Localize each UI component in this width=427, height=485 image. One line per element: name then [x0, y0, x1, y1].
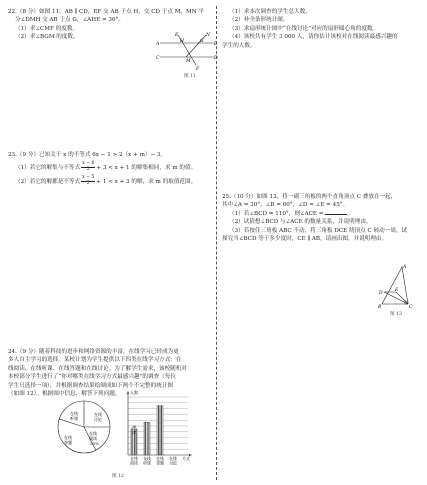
column-divider	[216, 6, 217, 480]
fig13-label-C: C	[409, 305, 413, 310]
pie-label-read-2: 阅读	[89, 436, 97, 441]
fig11-label-F: F	[196, 67, 200, 72]
q24-line1: 24.（9 分）随着科技的进步和网络资源的丰富，在线学习已经成为更	[8, 349, 179, 355]
bar-2	[144, 422, 150, 455]
pie-label-discuss-2: 讨论	[94, 417, 102, 422]
q22-part1: （1）求∠CMF 的度数。	[15, 25, 79, 32]
figure-13-caption: 图 13	[390, 312, 402, 317]
q23-part2-denominator: 2	[86, 180, 90, 186]
pie-label-read-pct: 20%	[90, 441, 99, 446]
pie-label-answer-1: 在线	[64, 435, 72, 440]
bar-chart	[118, 389, 198, 469]
pie-slices	[58, 401, 110, 453]
bar-category-label-bottom: 讨论	[169, 460, 177, 466]
figure-11	[156, 30, 220, 72]
question-24-parts	[222, 8, 420, 50]
q23-part1	[8, 162, 214, 173]
q23-part2	[8, 176, 214, 187]
bar-category-label-bottom: 答题	[156, 460, 164, 466]
pie-label-listen-2: 听课	[70, 416, 78, 421]
fig11-label-E: E	[175, 33, 179, 38]
q24-part3: （3）求扇形统计图中“在线讨论”对应的扇形圆心角的度数。	[229, 25, 379, 32]
q24-line2: 多人自主学习的选择。某校计划为学生提供以下四类在线学习方式：在	[8, 357, 182, 364]
question-23	[8, 151, 214, 187]
bar-category-label-bottom: 阅读	[130, 460, 138, 466]
figure-12-caption: 图 12	[112, 474, 124, 479]
figure-11-caption: 图 11	[184, 74, 196, 79]
q23-part2-pre: （2）若它的解都是不等式	[15, 178, 81, 185]
bar-category-label-top: 方式	[182, 456, 190, 461]
bar-category-label-top: 在线	[169, 456, 177, 461]
q23-head: 23.（9 分）已知关于 x 的不等式 6x − 1 > 2（x + m）− 3。	[8, 152, 167, 158]
q24-part2: （2）补全条形统计图。	[229, 17, 289, 24]
pie-label-read-1: 在线	[89, 431, 97, 436]
fig11-label-G: G	[200, 39, 204, 44]
bar-category-label-bottom: 听课	[143, 460, 151, 466]
bar-category-label-top: 在线	[156, 456, 164, 461]
pie-chart	[56, 391, 112, 469]
fig11-label-N: N	[206, 33, 210, 38]
q23-part1-denominator: 2	[86, 167, 90, 173]
q24-part1: （1）求本次调查的学生总人数。	[229, 9, 311, 15]
right-column	[222, 0, 420, 485]
q22-part2: （2）求∠BGM 的度数。	[15, 34, 79, 41]
q25-line1: 25.（10 分）如图 13，将一副三角板的两个直角顶点 C 叠放在一起，	[222, 194, 397, 200]
bar-tick-label: 36	[131, 424, 137, 429]
q23-part2-post: + 1 < x + 3 的解，求 m 的取值范围。	[96, 178, 197, 185]
fig13-label-A: A	[403, 265, 407, 270]
q25-part1-text: （1）若∠BCD = 110°，则∠ACE =	[229, 210, 324, 217]
fig11-label-B: B	[214, 42, 218, 47]
fig11-label-D: D	[214, 56, 218, 61]
question-25	[222, 193, 420, 243]
q22-head2: 分∠DMH 交 AB 于点 G，∠AHE = 36°。	[15, 17, 124, 24]
q24-line3: 线阅读、在线听课、在线答题和在线讨论。为了解学生需求，该校随机对	[8, 365, 188, 372]
bar-tick-label: 28	[131, 430, 137, 435]
fig11-label-C: C	[156, 56, 160, 61]
pie-label-answer-2: 答题	[64, 440, 72, 445]
pie-label-listen-1: 在线	[70, 411, 78, 416]
bar-3	[157, 406, 163, 455]
q25-part3b: 探究当∠BCD 等于多少度时，CE ∥ AB，请画出图，并说明理由。	[222, 235, 388, 242]
bar-categories	[130, 456, 190, 466]
fig11-label-H: H	[180, 39, 184, 44]
fig11-label-A: A	[156, 42, 160, 47]
q24-part4b: 学生的人数。	[222, 42, 256, 49]
bar-category-label-top: 在线	[143, 456, 151, 461]
q23-part1-fraction	[81, 162, 95, 173]
bar-category-label-top: 在线	[130, 456, 138, 461]
q25-line2: 其中∠A = 30°，∠B = 60°，∠D = ∠E = 45°。	[222, 202, 349, 209]
bar-ylabel: 人数	[130, 390, 138, 395]
q22-head: 22.（8 分）如图 11，AB ∥ CD，EF 交 AB 于点 H，交 CD 于点 M，MN 平	[8, 9, 205, 15]
y-axis-arrow	[127, 391, 129, 394]
q23-part2-fraction	[81, 176, 95, 187]
q23-part2-numerator: x − 5	[82, 175, 95, 181]
q24-part4: （4）该校共有学生 3 000 人，请你估计该校对在线阅读最感兴趣的	[229, 34, 398, 41]
fig11-label-M: M	[186, 59, 191, 64]
fig13-label-E: E	[395, 288, 399, 293]
pie-label-discuss-1: 在线	[94, 412, 102, 417]
q23-part1-numerator: x − 6	[82, 161, 95, 167]
q24-line4: 本校部分学生进行了“你对哪类在线学习方式最感兴趣”的调查（每位	[8, 374, 176, 381]
figure-13	[378, 264, 418, 310]
q23-part1-pre: （1）若它的解集与不等式	[15, 165, 81, 172]
fig13-label-D: D	[379, 291, 383, 296]
q25-part2: （2）试猜想∠BCD 与∠ACE 的数量关系，并说明理由。	[229, 219, 372, 226]
q25-part1-end: 。	[347, 210, 354, 217]
fig13-label-B: B	[378, 305, 382, 310]
bar-ticks	[132, 425, 137, 435]
left-column	[8, 0, 218, 485]
q25-part1	[222, 210, 420, 218]
q24-line5: 学生只选择一项），并根据调查结果绘制成如下两个不完整的统计图	[8, 382, 174, 389]
q23-part1-post: + 3 < x + 1 的解集相同，求 m 的值。	[96, 165, 197, 172]
q24-line6: （如图 12）。根据图中信息，解答下列问题。	[8, 390, 121, 397]
q25-part3: （3）若按住三角板 ABC 不动，将三角板 DCE 绕顶点 C 转动一周，试	[229, 227, 408, 234]
q25-answer-blank	[325, 214, 347, 215]
